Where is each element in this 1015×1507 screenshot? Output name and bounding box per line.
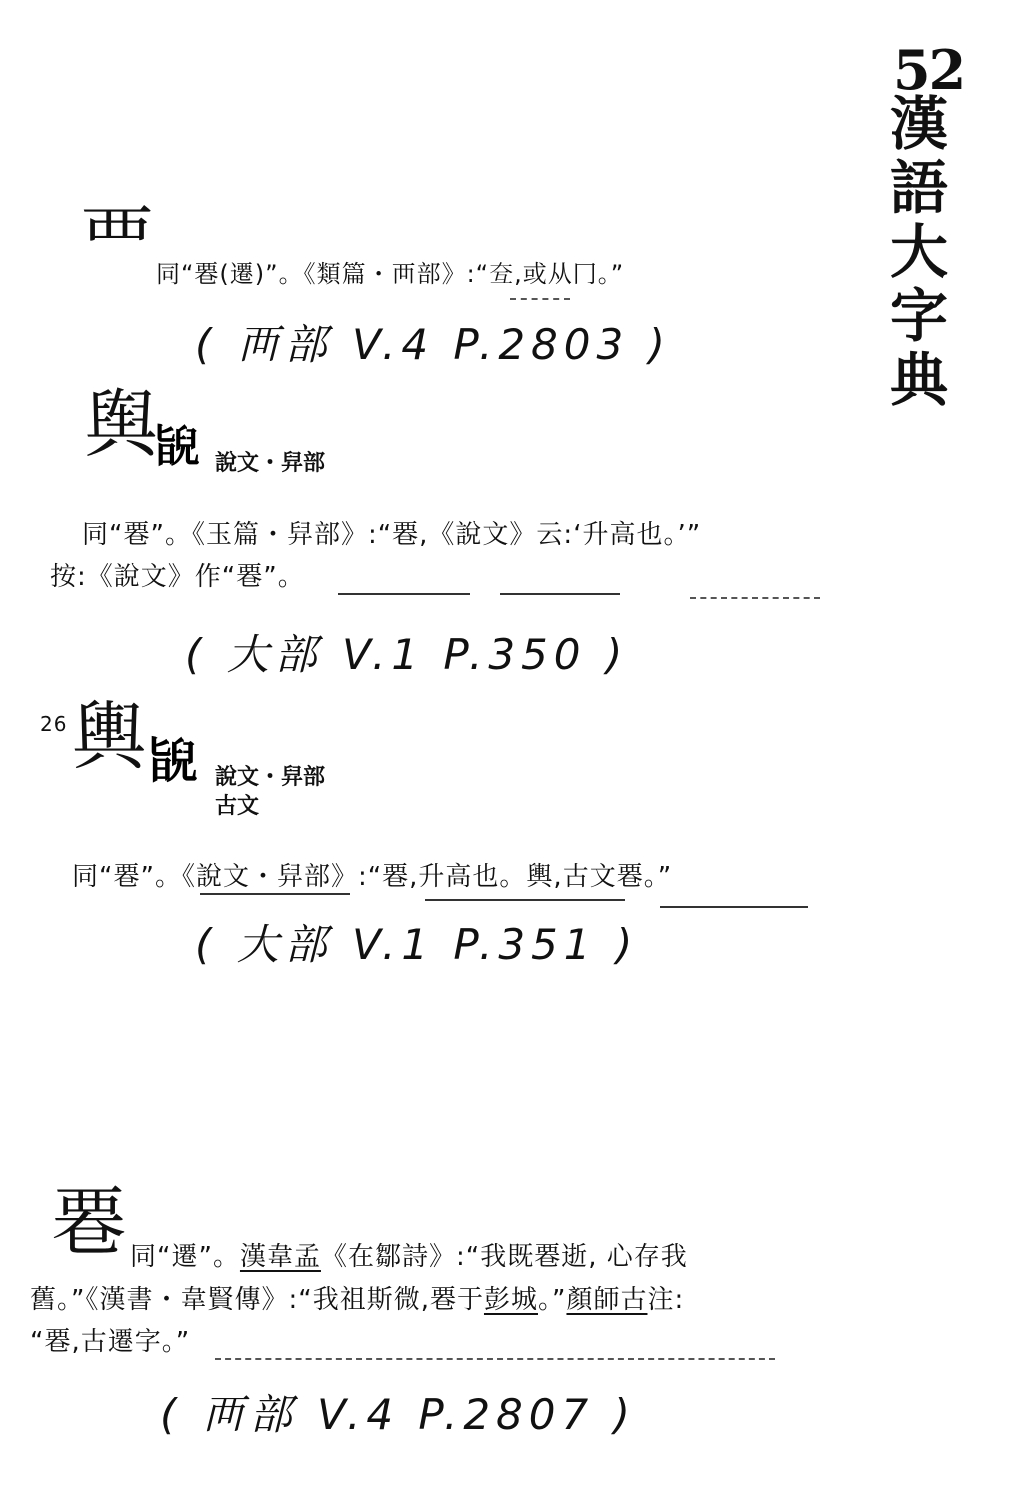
entry-head-character: 覀 [80,199,154,285]
title-char: 典 [889,346,948,414]
source-label: 說文・舁部 [215,765,326,790]
seal-script-glyph: 𦦃 [156,422,200,473]
handwritten-reference: ( 大部 V.1 P.351 ) [195,920,639,969]
text-segment: 注: [647,1285,685,1315]
handwritten-reference: ( 襾部 V.4 P.2807 ) [160,1390,636,1439]
text-segment: 舊。”《漢書・韋賢傳》:“我祖斯微,䙴于 [30,1285,484,1315]
entry-definition: 按:《說文》作“䙴”。 [50,562,305,592]
text-segment: 《在鄒詩》:“我既䙴逝, 心存我 [320,1242,688,1272]
entry-definition [130,1236,688,1273]
title-char: 語 [889,154,948,222]
text-segment: 同“遷”。 [130,1242,240,1272]
title-char: 漢 [889,90,948,158]
divider [690,597,820,599]
divider [200,893,350,895]
page-number: 52 [893,38,965,102]
divider [510,298,570,300]
person-name: 顏師古 [566,1285,648,1315]
entry-definition: 同“䙴”。《說文・舁部》:“䙴,升高也。輿,古文䙴。” [72,862,673,892]
divider [425,899,625,901]
seal-script-glyph: 𦦃 [150,734,199,790]
source-label: 說文・舁部 [215,451,326,476]
entry-definition: 同“䙴”。《玉篇・舁部》:“䙴,《說文》云:‘升高也。’” [82,520,702,550]
person-name: 漢韋孟 [239,1242,321,1272]
entry-definition [30,1279,684,1316]
entry-head-character: 䙴 [52,1180,126,1266]
title-char: 字 [889,282,948,350]
title-char: 大 [889,218,948,286]
handwritten-reference: ( 襾部 V.4 P.2803 ) [195,320,671,369]
divider [215,1358,775,1360]
entry-definition: 同“䙴(遷)”。《類篇・襾部》:“𡗨,或从冂。” [156,260,625,288]
place-name: 彭城 [483,1285,538,1315]
entry-head-character: 輿 [72,694,146,780]
entry-definition: “䙴,古遷字。” [30,1327,191,1357]
entry-head-character: 舆 [84,382,158,468]
handwritten-reference: ( 大部 V.1 P.350 ) [185,630,629,679]
entry-number: 26 [40,712,68,736]
source-label: 古文 [215,794,260,819]
text-segment: 。” [537,1285,567,1315]
divider [660,906,808,908]
divider [500,593,620,595]
dictionary-title [886,92,952,412]
divider [338,593,470,595]
